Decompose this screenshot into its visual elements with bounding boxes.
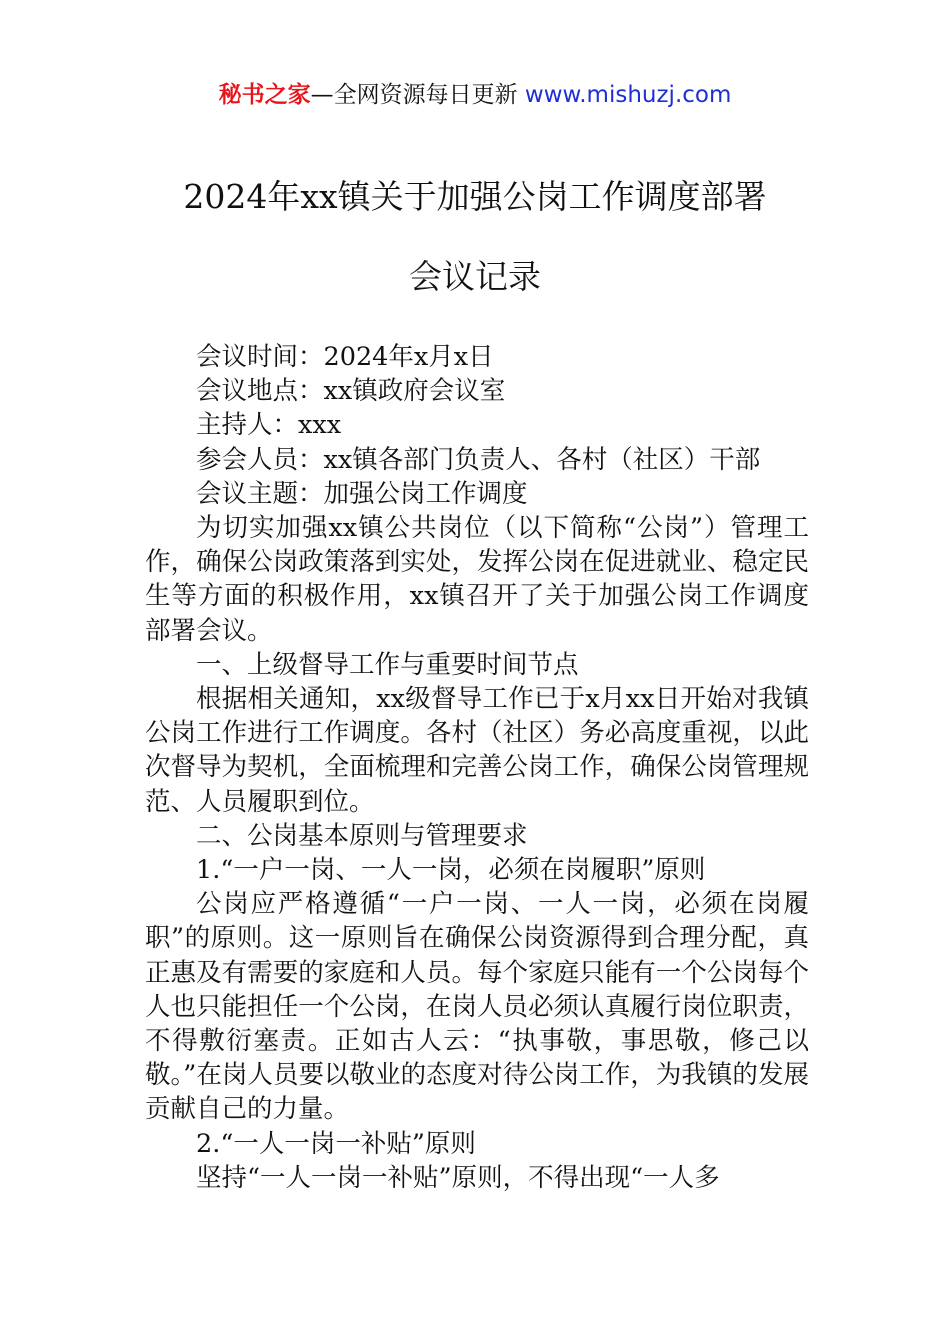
subsection-2-2-paragraph: 坚持“一人一岗一补贴”原则，不得出现“一人多 (196, 1162, 720, 1193)
site-slogan: —全网资源每日更新 (310, 82, 525, 108)
document-body (145, 340, 809, 1195)
document-title-line-2: 会议记录 (409, 257, 541, 296)
site-brand: 秘书之家 (218, 82, 311, 108)
intro-paragraph: 为切实加强xx镇公共岗位（以下简称“公岗”）管理工作，确保公岗政策落到实处，发挥公岗在促进就业、稳定民生等方面的积极作用，xx镇召开了关于加强公岗工作调度部署会议。 (145, 513, 809, 646)
subsection-heading-2-1: 1.“一户一岗、一人一岗，必须在岗履职”原则 (196, 855, 706, 886)
meeting-place: 会议地点：xx镇政府会议室 (196, 376, 506, 407)
site-header (0, 78, 950, 112)
section-1-paragraph: 根据相关通知，xx级督导工作已于x月xx日开始对我镇公岗工作进行工作调度。各村（社区）务必高度重视，以此次督导为契机，全面梳理和完善公岗工作，确保公岗管理规范、人员履职到位。 (145, 684, 809, 817)
section-heading-1: 一、上级督导工作与重要时间节点 (196, 649, 579, 680)
meeting-host: 主持人：xxx (196, 410, 342, 441)
subsection-heading-2-2: 2.“一人一岗一补贴”原则 (196, 1128, 476, 1159)
meeting-attendees: 参会人员：xx镇各部门负责人、各村（社区）干部 (196, 444, 761, 475)
meeting-time: 会议时间：2024年x月x日 (196, 342, 494, 372)
subsection-2-1-paragraph: 公岗应严格遵循“一户一岗、一人一岗，必须在岗履职”的原则。这一原则旨在确保公岗资源得到合理分配，真正惠及有需要的家庭和人员。每个家庭只能有一个公岗每个人也只能担任一个公岗，在岗人员必须认真履行岗位职责，不得敷衍塞责。正如古人云：“执事敬，事思敬，修己以敬。”在岗人员要以敬业的态度对待公岗工作，为我镇的发展贡献自己的力量。 (145, 889, 809, 1125)
document-title (0, 178, 950, 296)
site-url-link[interactable]: www.mishuzj.com (524, 82, 732, 108)
document-title-line-1: 2024年xx镇关于加强公岗工作调度部署 (183, 177, 767, 216)
section-heading-2: 二、公岗基本原则与管理要求 (196, 820, 528, 851)
meeting-topic: 会议主题：加强公岗工作调度 (196, 478, 528, 509)
